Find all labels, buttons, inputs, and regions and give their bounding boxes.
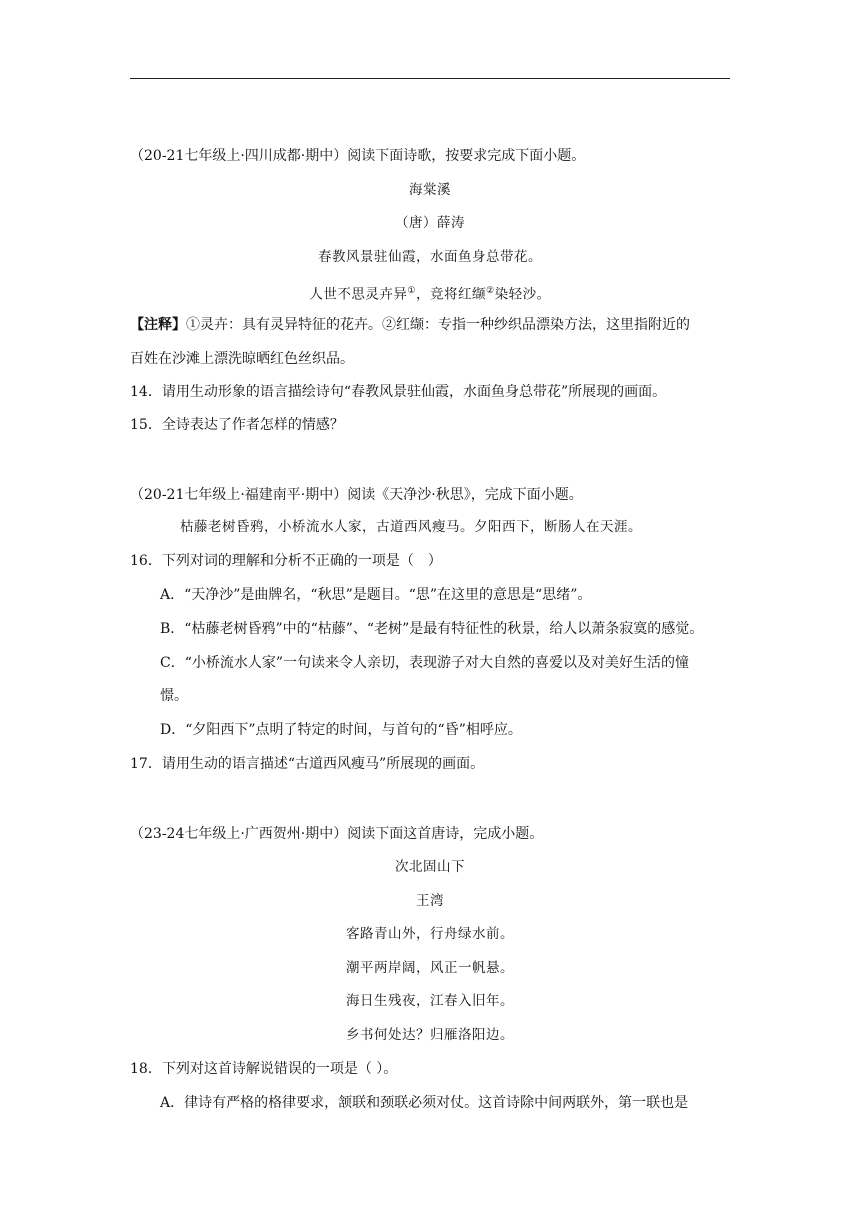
poem-line-text: 人世不思灵卉异: [309, 286, 408, 303]
section1-intro: （20-21七年级上·四川成都·期中）阅读下面诗歌，按要求完成下面小题。: [130, 148, 586, 164]
option-b: B．“枯藤老树昏鸦”中的“枯藤”、“老树”是最有特征性的秋景，给人以萧条寂寞的感觉。: [160, 621, 704, 637]
poem-line: 枯藤老树昏鸦，小桥流水人家，古道西风瘦马。夕阳西下，断肠人在天涯。: [180, 519, 642, 535]
annotation-label: 【注释】: [130, 317, 186, 333]
poem-title: 海棠溪: [409, 182, 451, 198]
option-a: A．律诗有严格的格律要求，颔联和颈联必须对仗。这首诗除中间两联外，第一联也是: [160, 1095, 689, 1111]
question-14: 14．请用生动形象的语言描绘诗句“春教风景驻仙霞，水面鱼身总带花”所展现的画面。: [130, 384, 667, 400]
footnote-marker: ②: [486, 286, 495, 296]
poem-line: 客路青山外，行舟绿水前。: [346, 926, 514, 942]
option-c: C．“小桥流水人家”一句读来令人亲切，表现游子对大自然的喜爱以及对美好生活的憧: [160, 655, 690, 671]
question-15: 15．全诗表达了作者怎样的情感？: [130, 417, 344, 433]
poem-line: 乡书何处达？归雁洛阳边。: [346, 1027, 514, 1043]
poem-line: 潮平两岸阔，风正一帆悬。: [346, 960, 514, 976]
poem-author: （唐）薛涛: [395, 215, 465, 231]
section2-intro: （20-21七年级上·福建南平·期中）阅读《天净沙·秋思》，完成下面小题。: [130, 487, 583, 503]
option-c-continued: 憬。: [160, 688, 188, 704]
poem-author: 王湾: [416, 893, 444, 909]
annotation: [130, 315, 690, 335]
poem-line-text: 染轻沙。: [494, 286, 551, 303]
option-a: A．“天净沙”是曲牌名，“秋思”是题目。“思”在这里的意思是“思绪”。: [160, 587, 592, 603]
poem-title: 次北固山下: [395, 859, 465, 875]
question-17: 17．请用生动的语言描述“古道西风瘦马”所展现的画面。: [130, 756, 485, 772]
footnote-marker: ①: [407, 286, 416, 296]
header-rule: [130, 78, 730, 79]
question-18: 18．下列对这首诗解说错误的一项是（ ）。: [130, 1061, 398, 1077]
poem-line: 春教风景驻仙霞，水面鱼身总带花。: [318, 249, 542, 265]
annotation-text: 百姓在沙滩上漂洗晾晒红色丝织品。: [130, 351, 354, 367]
question-16: 16．下列对词的理解和分析不正确的一项是（ ）: [130, 553, 442, 569]
poem-line: 海日生残夜，江春入旧年。: [346, 993, 514, 1009]
poem-line-text: ，竞将红缬: [416, 286, 486, 303]
section3-intro: （23-24七年级上·广西贺州·期中）阅读下面这首唐诗，完成小题。: [130, 826, 544, 842]
option-d: D．“夕阳西下”点明了特定的时间，与首句的“昏”相呼应。: [160, 722, 522, 738]
poem-line: [130, 281, 730, 305]
annotation-text: ①灵卉：具有灵异特征的花卉。②红缬：专指一种纱织品漂染方法，这里指附近的: [186, 317, 690, 333]
